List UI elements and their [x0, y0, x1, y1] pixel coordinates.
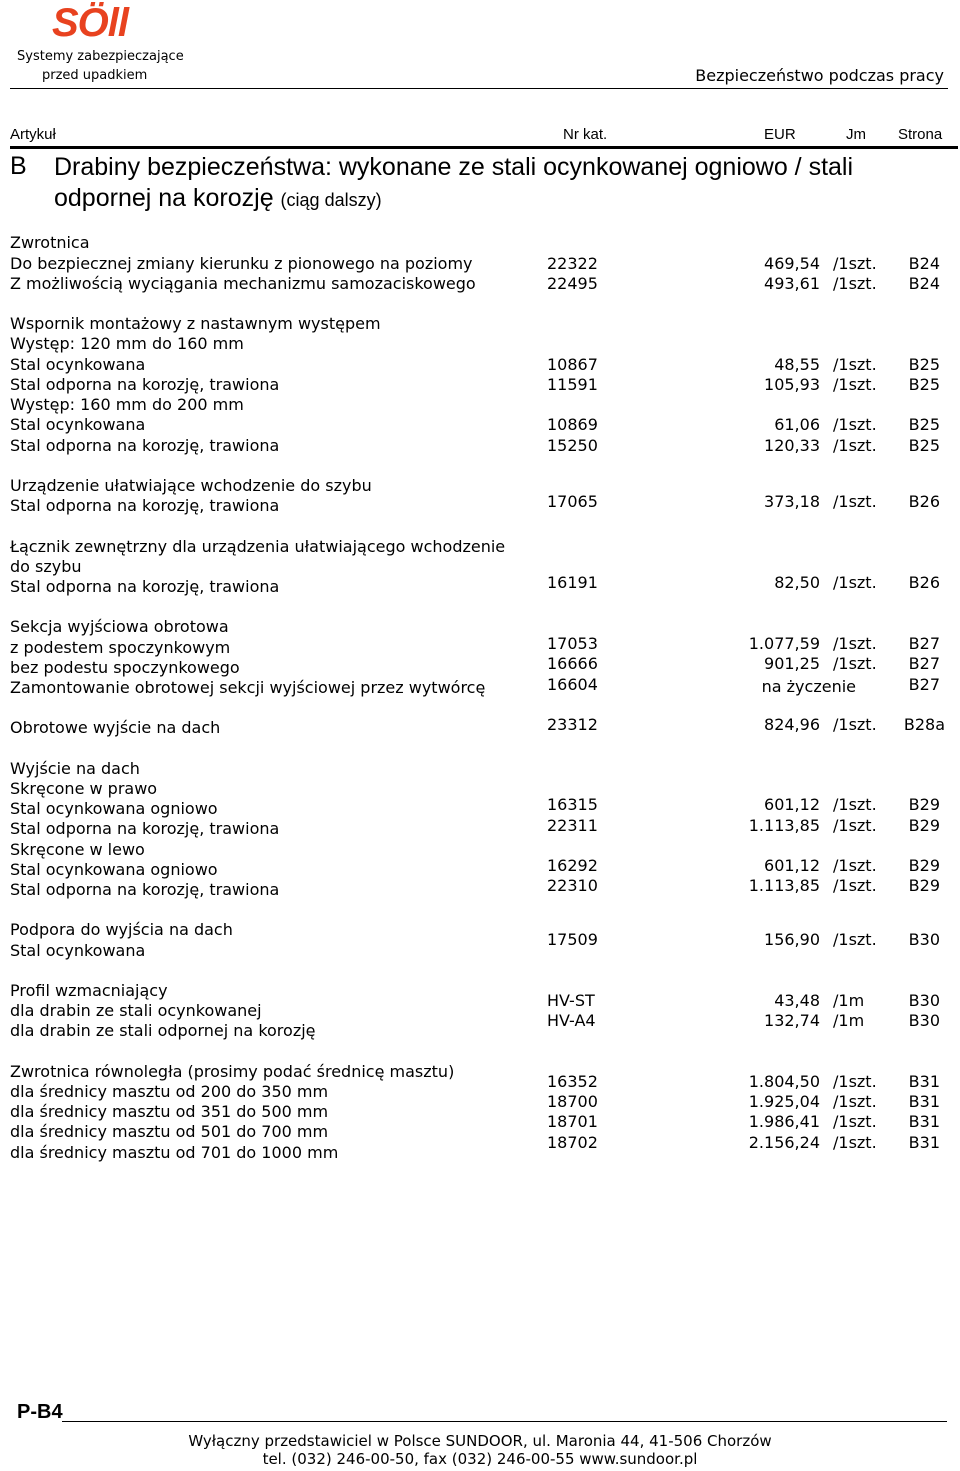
list-item: Występ: 160 mm do 200 mm	[10, 395, 244, 414]
page-ref: B25	[908, 375, 940, 394]
page-ref: B31	[908, 1072, 940, 1091]
brand-tagline-line2: przed upadkiem	[42, 68, 148, 83]
unit: /1szt.	[833, 375, 877, 394]
catalog-number: 17065	[547, 492, 598, 511]
price: 901,25	[764, 654, 820, 673]
catalog-number: 15250	[547, 436, 598, 455]
page-ref: B27	[908, 634, 940, 653]
brand-tagline-line1: Systemy zabezpieczające	[17, 49, 184, 64]
column-header-page: Strona	[898, 126, 943, 143]
page-ref: B24	[908, 274, 940, 293]
page-ref: B26	[908, 492, 940, 511]
unit: /1szt.	[833, 254, 877, 273]
page-ref: B31	[908, 1092, 940, 1111]
list-item: dla średnicy masztu od 200 do 350 mm	[10, 1082, 329, 1101]
list-item: dla średnicy masztu od 701 do 1000 mm	[10, 1143, 339, 1162]
list-item: Stal ocynkowana ogniowo	[10, 799, 218, 818]
catalog-number: 11591	[547, 375, 598, 394]
list-item: dla średnicy masztu od 501 do 700 mm	[10, 1122, 329, 1141]
page-ref: B25	[908, 355, 940, 374]
page-ref: B27	[908, 654, 940, 673]
catalog-number: 17509	[547, 930, 598, 949]
price: 824,96	[764, 715, 820, 734]
catalog-number: HV-A4	[547, 1011, 596, 1030]
unit: /1szt.	[833, 930, 877, 949]
unit: /1szt.	[833, 573, 877, 592]
unit: /1szt.	[833, 856, 877, 875]
unit: /1szt.	[833, 355, 877, 374]
page-ref: B29	[908, 795, 940, 814]
price: 1.113,85	[748, 816, 820, 835]
list-item: Skręcone w lewo	[10, 840, 145, 859]
company-logo: SÖll	[52, 1, 129, 45]
page-ref: B27	[908, 675, 940, 694]
catalog-number: HV-ST	[547, 991, 595, 1010]
price: 120,33	[764, 436, 820, 455]
page-ref: B24	[908, 254, 940, 273]
list-item: Stal odporna na korozję, trawiona	[10, 577, 280, 596]
catalog-number: 22310	[547, 876, 598, 895]
price: 1.113,85	[748, 876, 820, 895]
section-title-text: Drabiny bezpieczeństwa: wykonane ze stali ocynkowanej ogniowo / stali odpornej na korozję	[54, 153, 854, 212]
catalog-number: 18701	[547, 1112, 598, 1131]
page-ref: B25	[908, 415, 940, 434]
price: 493,61	[764, 274, 820, 293]
footer-contact: tel. (032) 246-00-50, fax (032) 246-00-55 www.sundoor.pl	[262, 1450, 698, 1468]
unit: /1szt.	[833, 492, 877, 511]
page-ref: B29	[908, 876, 940, 895]
price: 48,55	[774, 355, 820, 374]
price: 1.804,50	[748, 1072, 820, 1091]
list-item: dla drabin ze stali ocynkowanej	[10, 1001, 262, 1020]
list-item: Stal odporna na korozję, trawiona	[10, 880, 280, 899]
unit: /1szt.	[833, 634, 877, 653]
catalog-number: 23312	[547, 715, 598, 734]
page-ref: B31	[908, 1112, 940, 1131]
list-item: Urządzenie ułatwiające wchodzenie do szybu	[10, 476, 372, 495]
page-number: P-B4	[17, 1401, 63, 1423]
list-item: Stal odporna na korozję, trawiona	[10, 819, 280, 838]
price: 373,18	[764, 492, 820, 511]
page-ref: B30	[908, 930, 940, 949]
price: 82,50	[774, 573, 820, 592]
section-continued: (ciąg dalszy)	[280, 190, 382, 210]
unit: /1szt.	[833, 654, 877, 673]
catalog-number: 16604	[547, 675, 598, 694]
page-ref: B29	[908, 856, 940, 875]
page-ref: B30	[908, 991, 940, 1010]
unit: /1m	[833, 1011, 865, 1030]
list-item: Z możliwością wyciągania mechanizmu samozaciskowego	[10, 274, 476, 293]
list-item: Do bezpiecznej zmiany kierunku z pionowego na poziomy	[10, 254, 473, 273]
catalog-number: 18702	[547, 1133, 598, 1152]
price-on-request: na życzenie	[761, 677, 856, 696]
column-header-divider	[10, 146, 958, 149]
catalog-number: 17053	[547, 634, 598, 653]
list-item: Stal ocynkowana ogniowo	[10, 860, 218, 879]
list-item: Obrotowe wyjście na dach	[10, 718, 221, 737]
list-item: z podestem spoczynkowym	[10, 638, 231, 657]
catalog-number: 18700	[547, 1092, 598, 1111]
catalog-number: 22322	[547, 254, 598, 273]
list-item: do szybu	[10, 557, 82, 576]
list-item: Stal ocynkowana	[10, 355, 146, 374]
unit: /1szt.	[833, 795, 877, 814]
list-item: bez podestu spoczynkowego	[10, 658, 240, 677]
column-header-catalog-no: Nr kat.	[563, 126, 608, 143]
list-item: Zwrotnica równoległa (prosimy podać średnicę masztu)	[10, 1062, 455, 1081]
price: 1.986,41	[748, 1112, 820, 1131]
footer-distributor: Wyłączny przedstawiciel w Polsce SUNDOOR, ul. Maronia 44, 41-506 Chorzów	[188, 1432, 772, 1450]
unit: /1szt.	[833, 1133, 877, 1152]
page-ref: B31	[908, 1133, 940, 1152]
list-item: Wspornik montażowy z nastawnym występem	[10, 314, 381, 333]
section-title	[54, 152, 954, 216]
list-item: Stal odporna na korozję, trawiona	[10, 496, 280, 515]
unit: /1szt.	[833, 1072, 877, 1091]
price: 2.156,24	[748, 1133, 820, 1152]
page-ref: B25	[908, 436, 940, 455]
list-item: dla drabin ze stali odpornej na korozję	[10, 1021, 316, 1040]
list-item: Podpora do wyjścia na dach	[10, 920, 233, 939]
price: 132,74	[764, 1011, 820, 1030]
list-item: Profil wzmacniający	[10, 981, 168, 1000]
price: 156,90	[764, 930, 820, 949]
list-item: Zamontowanie obrotowej sekcji wyjściowej przez wytwórcę	[10, 678, 486, 697]
list-item: Stal ocynkowana	[10, 941, 146, 960]
price: 1.077,59	[748, 634, 820, 653]
column-header-eur: EUR	[764, 126, 796, 143]
page-ref: B28a	[903, 715, 945, 734]
catalog-number: 16666	[547, 654, 598, 673]
section-letter: B	[10, 152, 27, 180]
price: 1.925,04	[748, 1092, 820, 1111]
catalog-number: 10867	[547, 355, 598, 374]
column-header-unit: Jm	[846, 126, 866, 143]
unit: /1szt.	[833, 415, 877, 434]
catalog-number: 16191	[547, 573, 598, 592]
unit: /1m	[833, 991, 865, 1010]
list-item: Stal odporna na korozję, trawiona	[10, 375, 280, 394]
column-header-article: Artykuł	[10, 126, 56, 143]
header-divider	[10, 88, 948, 89]
unit: /1szt.	[833, 1092, 877, 1111]
page-ref: B26	[908, 573, 940, 592]
price: 43,48	[774, 991, 820, 1010]
list-item: Zwrotnica	[10, 233, 90, 252]
catalog-number: 10869	[547, 415, 598, 434]
catalog-number: 22311	[547, 816, 598, 835]
unit: /1szt.	[833, 1112, 877, 1131]
page-ref: B29	[908, 816, 940, 835]
catalog-number: 16292	[547, 856, 598, 875]
list-item: Występ: 120 mm do 160 mm	[10, 334, 244, 353]
price: 61,06	[774, 415, 820, 434]
list-item: Łącznik zewnętrzny dla urządzenia ułatwiającego wchodzenie	[10, 537, 506, 556]
list-item: Wyjście na dach	[10, 759, 140, 778]
unit: /1szt.	[833, 876, 877, 895]
unit: /1szt.	[833, 816, 877, 835]
catalog-number: 16315	[547, 795, 598, 814]
price: 105,93	[764, 375, 820, 394]
list-item: dla średnicy masztu od 351 do 500 mm	[10, 1102, 329, 1121]
catalog-number: 16352	[547, 1072, 598, 1091]
list-item: Stal ocynkowana	[10, 415, 146, 434]
page-ref: B30	[908, 1011, 940, 1030]
price: 601,12	[764, 795, 820, 814]
list-item: Skręcone w prawo	[10, 779, 158, 798]
unit: /1szt.	[833, 715, 877, 734]
price: 469,54	[764, 254, 820, 273]
list-item: Sekcja wyjściowa obrotowa	[10, 617, 229, 636]
footer-divider	[62, 1421, 947, 1422]
unit: /1szt.	[833, 274, 877, 293]
list-item: Stal odporna na korozję, trawiona	[10, 436, 280, 455]
unit: /1szt.	[833, 436, 877, 455]
price: 601,12	[764, 856, 820, 875]
catalog-number: 22495	[547, 274, 598, 293]
header-section-name: Bezpieczeństwo podczas pracy	[695, 66, 944, 85]
